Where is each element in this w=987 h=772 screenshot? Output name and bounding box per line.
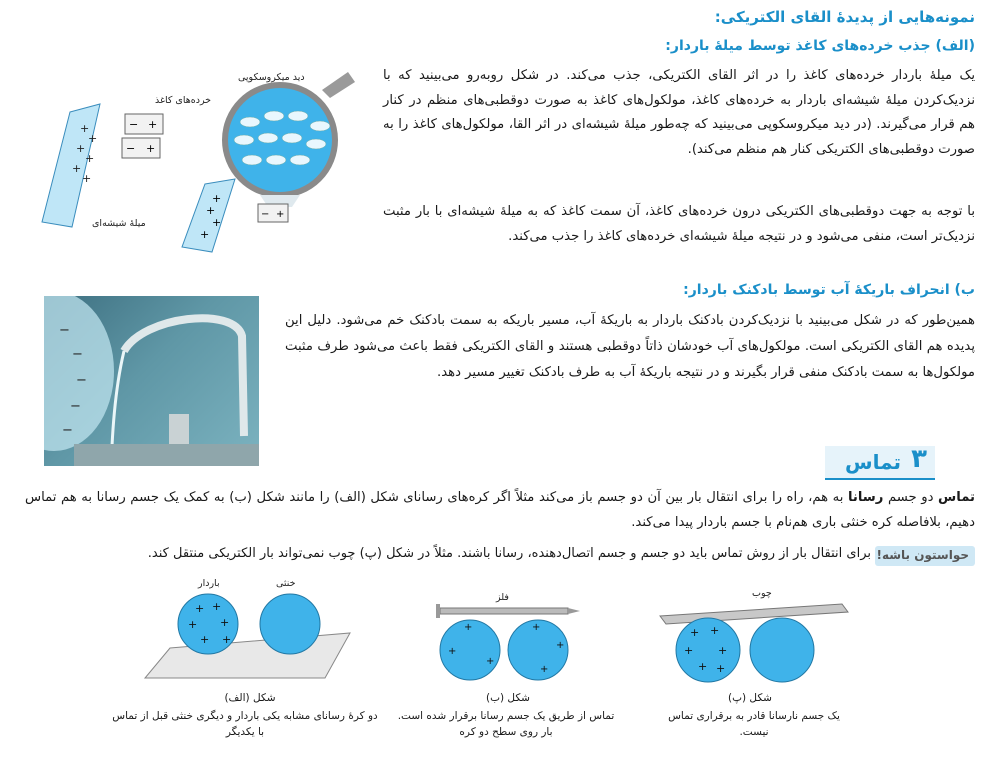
svg-text:+: + (556, 640, 565, 651)
svg-text:+: + (72, 162, 82, 175)
svg-text:+: + (82, 172, 92, 185)
svg-text:−: − (70, 399, 81, 414)
svg-text:+: + (690, 626, 700, 639)
figure-pe-title: شکل (پ) (728, 692, 772, 704)
note-text: برای انتقال بار از روش تماس باید دو جسم و جسم اتصال‌دهنده، رسانا باشند. مثلاً در شکل (پ) چوب نمی‌تواند بار الکتریکی منتقل کند. (147, 546, 871, 561)
svg-text:+: + (148, 118, 158, 131)
svg-text:+: + (532, 622, 541, 633)
paper-attraction-figure (30, 62, 370, 262)
svg-text:−: − (126, 142, 136, 155)
svg-text:+: + (448, 646, 457, 657)
svg-text:+: + (710, 624, 720, 637)
svg-text:−: − (129, 118, 139, 131)
label-microscope: دید میکروسکوپی (238, 72, 305, 83)
note-badge-text: حواستون باشه! (876, 548, 969, 562)
label-paper-bits: خرده‌های کاغذ (155, 95, 212, 106)
figure-be (428, 598, 588, 688)
label-charged: باردار (198, 578, 220, 589)
part-b-heading: ب) انحراف باریکهٔ آب توسط بادکنک باردار: (683, 282, 975, 298)
figure-alef-title: شکل (الف) (224, 692, 276, 704)
part-a-paragraph2: با توجه به جهت دوقطبی‌های الکتریکی درون خرده‌های کاغذ، آن سمت کاغذ که به میلهٔ شیشه‌ای با بار مثبت نزدیک‌تر است، منفی می‌شود و در نتیجه میلهٔ شیشه‌ای خرده‌های کاغذ را جذب می‌کند. (383, 204, 975, 244)
contact-title: تماس (844, 450, 901, 474)
figure-alef-caption: دو کرهٔ رسانای مشابه یکی باردار و دیگری خنثی قبل از تماس با یکدیگر (112, 710, 378, 738)
svg-text:+: + (464, 622, 473, 633)
contact-number: ۳ (911, 444, 927, 474)
svg-text:−: − (261, 209, 270, 220)
water-balloon-photo (44, 296, 259, 466)
glass-rod-left (42, 104, 100, 227)
contact-text1: دو جسم (883, 490, 939, 505)
magnifier (225, 72, 355, 207)
label-metal: فلز (496, 592, 509, 603)
section-title: نمونه‌هایی از پدیدهٔ القای الکتریکی: (714, 8, 975, 26)
svg-text:+: + (195, 602, 205, 615)
label-wood: چوب (752, 588, 772, 599)
label-glass-rod: میلهٔ شیشه‌ای (92, 218, 146, 229)
svg-text:+: + (200, 228, 210, 241)
svg-text:+: + (486, 656, 495, 667)
svg-text:+: + (684, 644, 694, 657)
figure-pe (652, 596, 852, 686)
svg-text:+: + (80, 122, 90, 135)
label-neutral: خنثی (276, 578, 296, 589)
part-b-paragraph: همین‌طور که در شکل می‌بینید با نزدیک‌کردن بادکنک باردار به باریکهٔ آب، مسیر باریکه به سمت بادکنک خم می‌شود. دلیل این پدیده هم القای الکتریکی است. مولکول‌های آب خودشان ذاتاً دوقطبی هستند و القای الکتریکی فقط باعث می‌شود طرف مثبت مولکول‌ها به سمت بادکنک منفی قرار بگیرند و در نتیجه باریکهٔ آب به طرف بادکنک تغییر مسیر دهد. (285, 313, 975, 380)
figure-pe-caption: یک جسم نارسانا قادر به برقراری تماس نیست. (668, 710, 840, 738)
svg-text:+: + (276, 209, 285, 220)
svg-text:+: + (200, 633, 210, 646)
part-a-heading: (الف) جذب خرده‌های کاغذ توسط میلهٔ باردار: (665, 38, 975, 54)
svg-text:−: − (72, 347, 83, 362)
contact-bold: تماس (938, 490, 975, 505)
svg-text:+: + (188, 618, 198, 631)
contact-text2: به هم، راه را برای انتقال بار بین آن دو جسم باز می‌کند مثلاً اگر کره‌های رسانای شکل (الف) را مانند شکل (ب) به کمک یک جسم رسانا به هم تماس دهیم، بلافاصله کره خنثی باری هم‌نام با جسم باردار پیدا می‌کند. (25, 490, 975, 530)
svg-text:−: − (62, 423, 73, 438)
svg-text:+: + (716, 662, 726, 675)
svg-text:+: + (206, 204, 216, 217)
svg-text:+: + (212, 216, 222, 229)
contact-paragraph (25, 486, 975, 535)
svg-text:−: − (59, 323, 70, 338)
svg-text:+: + (146, 142, 156, 155)
svg-text:+: + (718, 644, 728, 657)
paper-bits (122, 114, 163, 158)
svg-text:+: + (88, 132, 98, 145)
figure-alef (140, 588, 360, 688)
figure-be-title: شکل (ب) (486, 692, 530, 704)
svg-text:+: + (85, 152, 95, 165)
figure-be-caption: تماس از طریق یک جسم رسانا برقرار شده است. بار روی سطح دو کره (397, 710, 615, 738)
contact-bold2: رسانا (847, 490, 884, 505)
svg-text:+: + (222, 633, 232, 646)
part-a-paragraph1: یک میلهٔ باردار خرده‌های کاغذ را در اثر القای الکتریکی، جذب می‌کند. در شکل روبه‌رو می‌بینید که با نزدیک‌کردن میلهٔ شیشه‌ای باردار به خرده‌های کاغذ، مولکول‌های کاغذ به صورت دوقطبی‌های منظم در کنار هم قرار می‌گیرند. (در دید میکروسکوپی می‌بینید که چه‌طور میلهٔ شیشه‌ای در اثر القا، مولکول‌های کاغذ را به صورت دوقطبی‌های الکتریکی کنار هم منظم می‌کند). (383, 68, 975, 157)
svg-text:+: + (540, 664, 549, 675)
svg-text:+: + (76, 142, 86, 155)
svg-text:+: + (212, 600, 222, 613)
svg-text:+: + (698, 660, 708, 673)
svg-text:+: + (212, 192, 222, 205)
svg-text:−: − (76, 373, 87, 388)
svg-text:+: + (220, 616, 230, 629)
